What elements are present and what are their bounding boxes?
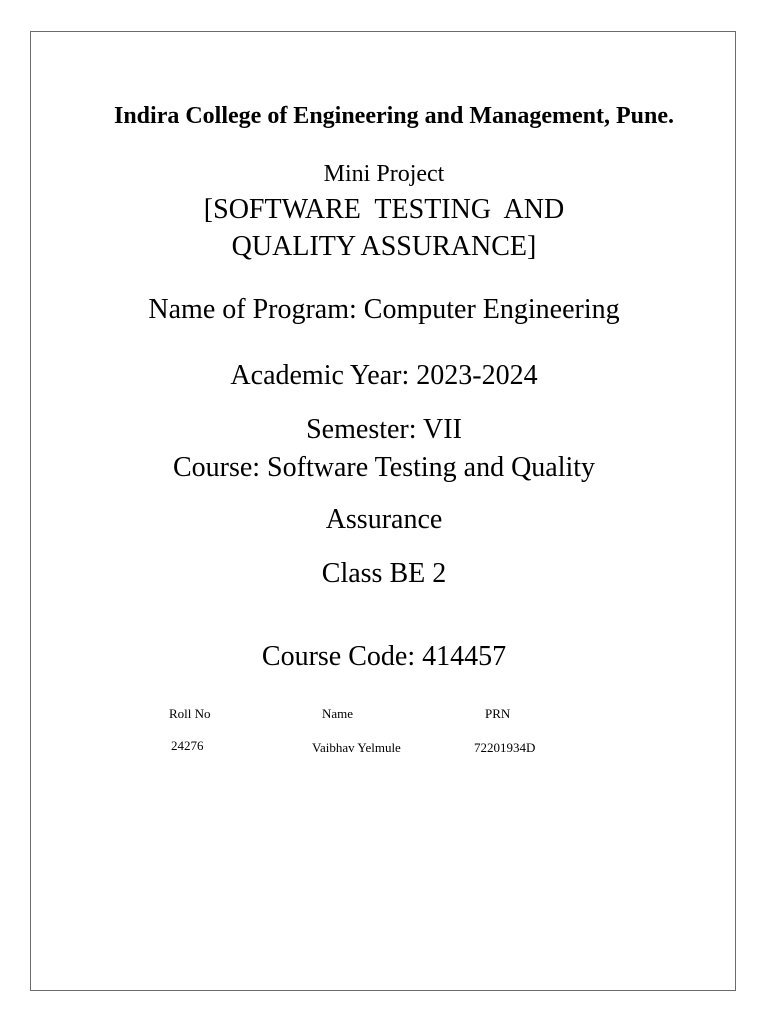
course-code: Course Code: 414457 bbox=[261, 641, 507, 672]
semester: Semester: VII bbox=[306, 414, 462, 445]
student-roll-no: 24276 bbox=[171, 738, 204, 753]
program-name: Name of Program: Computer Engineering bbox=[148, 294, 620, 325]
academic-year: Academic Year: 2023-2024 bbox=[230, 360, 538, 391]
institution-name: Indira College of Engineering and Management, Pune. bbox=[113, 103, 674, 129]
table-header-name: Name bbox=[322, 706, 354, 721]
course-name-line-2: Assurance bbox=[325, 504, 443, 535]
table-header-prn: PRN bbox=[485, 706, 511, 721]
subject-title-line-1: [SOFTWARE TESTING AND bbox=[203, 194, 565, 225]
student-name: Vaibhav Yelmule bbox=[312, 740, 401, 755]
document-type: Mini Project bbox=[323, 161, 445, 187]
course-name-line-1: Course: Software Testing and Quality bbox=[172, 452, 596, 483]
student-prn: 72201934D bbox=[474, 740, 536, 755]
class-name: Class BE 2 bbox=[321, 558, 447, 589]
subject-title-line-2: QUALITY ASSURANCE] bbox=[231, 231, 537, 262]
table-header-roll-no: Roll No bbox=[169, 706, 211, 721]
